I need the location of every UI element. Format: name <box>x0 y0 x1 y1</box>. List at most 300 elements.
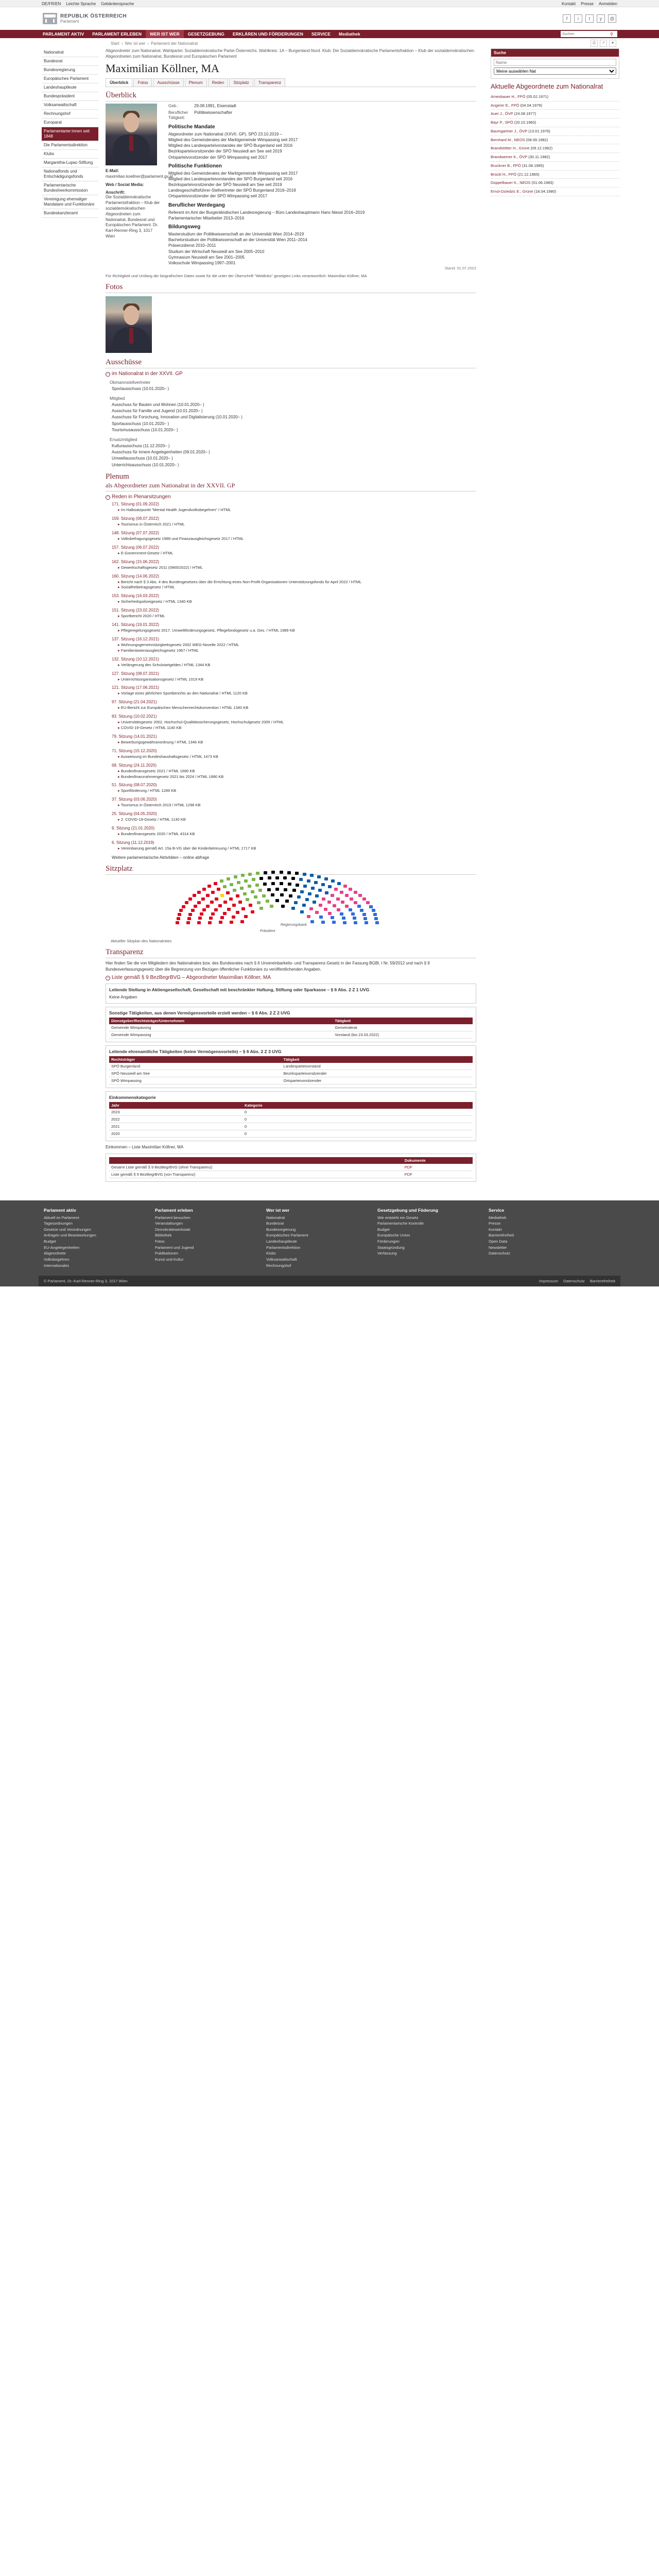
speech-session-link[interactable]: 137. Sitzung (16.12.2021) <box>112 636 160 641</box>
main-navigation <box>0 30 659 38</box>
seat-marker <box>341 901 344 904</box>
sidebar-item[interactable]: Parlamentarische Bundesheerkommission <box>42 181 98 195</box>
member-list-item[interactable] <box>491 118 619 127</box>
tab-item[interactable]: Überblick <box>106 78 132 87</box>
member-name[interactable]: Brandweiner K., ÖVP <box>491 155 528 160</box>
transparency-accordion[interactable]: − Liste gemäß § 9 BezBegrBVG – Abgeordneter Maximilian Köllner, MA <box>106 975 476 980</box>
tab-item[interactable]: Fotos <box>133 78 152 87</box>
speech-item[interactable]: ▸ Tourismus in Österreich 2021 / HTML <box>118 522 476 528</box>
seat-marker <box>202 908 206 911</box>
committee-item[interactable]: Tourismusausschuss (10.01.2020– ) <box>112 428 178 433</box>
speech-item[interactable]: ▸ EU-Bericht zur Europäischen Menschenrechtskonvention / HTML 1340 KB <box>118 705 476 711</box>
footer-column <box>489 1208 592 1269</box>
sidebar-item[interactable]: Vereinigung ehemaliger Mandatare und Funktionäre <box>42 195 98 209</box>
member-name[interactable]: Ernst-Dziedzic E., Grüne <box>491 189 533 194</box>
table-cell[interactable]: PDF <box>403 1171 473 1178</box>
speech-item[interactable]: ▸ Vorlage eines jährlichen Sportberichts an den Nationalrat / HTML 1120 KB <box>118 691 476 697</box>
member-search-input[interactable] <box>494 59 616 66</box>
footer-link[interactable]: Rechnungshof <box>266 1263 291 1268</box>
speech-item[interactable]: ▸ Tourismus in Österreich 2019 / HTML 1298 KB <box>118 803 476 808</box>
footer-link[interactable]: Newsletter <box>489 1245 507 1250</box>
footer-link[interactable]: Fotos <box>155 1239 165 1244</box>
speech-item[interactable]: ▸ Bericht nach § 3 Abs. 4 des Bundesgesetzes über die Errichtung eines Non-Profit-Organisationen Unterstützungsfonds für April 2022 / HTML <box>118 580 476 585</box>
speech-session-link[interactable]: 25. Sitzung (04.05.2020) <box>112 811 157 817</box>
speech-item[interactable]: ▸ E-Government-Gesetz / HTML <box>118 551 476 556</box>
seat-marker <box>310 874 314 877</box>
member-meta: (05.02.1971) <box>526 94 549 99</box>
member-list-item[interactable] <box>491 110 619 118</box>
committee-item[interactable]: Ausschuss für Bauten und Wohnen (10.01.2020– ) <box>112 402 204 407</box>
member-photo-gallery[interactable] <box>106 296 152 353</box>
nav-erklaeren[interactable]: ERKLÄREN UND FÖRDERUNGEN <box>232 31 303 37</box>
footer-link[interactable]: Aktuell im Parlament <box>44 1215 79 1220</box>
seat-marker <box>374 917 378 920</box>
profile-section <box>106 104 476 266</box>
speech-session-link[interactable]: 132. Sitzung (10.12.2021) <box>112 656 160 662</box>
seat-marker <box>343 921 346 924</box>
profile-line: Parlamentarischer Mitarbeiter 2013–2016 <box>168 215 245 221</box>
footer-link[interactable]: Wie entsteht ein Gesetz <box>377 1215 419 1220</box>
seat-marker <box>315 894 319 897</box>
footer-accessibility-link[interactable]: Barrierefreiheit <box>589 1279 615 1284</box>
nav-gesetzgebung[interactable]: GESETZGEBUNG <box>187 31 224 37</box>
tab-item[interactable]: Transparenz <box>254 78 286 87</box>
member-list-item[interactable] <box>491 127 619 136</box>
speech-session-link[interactable]: 141. Sitzung (19.01.2022) <box>112 622 160 628</box>
speech-session-link[interactable]: 121. Sitzung (17.06.2021) <box>112 685 160 690</box>
footer-link[interactable]: Verfassung <box>377 1251 397 1256</box>
seat-marker <box>244 879 248 883</box>
sidebar-item[interactable]: Landeshauptleute <box>42 83 98 92</box>
seat-marker <box>340 912 343 916</box>
seat-marker <box>211 891 215 894</box>
footer-column <box>266 1208 369 1269</box>
tab-item[interactable]: Reden <box>208 78 229 87</box>
seat-marker <box>349 888 352 891</box>
seat-marker <box>202 888 206 891</box>
speech-session-link[interactable]: 148. Sitzung (07.07.2022) <box>112 530 160 535</box>
sidebar-item[interactable]: Bundeskanzleramt <box>42 209 98 218</box>
sidebar-item[interactable]: Volksanwaltschaft <box>42 101 98 110</box>
facebook-icon[interactable]: f <box>563 14 571 23</box>
footer-link[interactable]: Bundesregierung <box>266 1227 296 1232</box>
youtube-icon[interactable]: y <box>597 14 605 23</box>
transparency-heading: Transparenz <box>106 948 476 958</box>
footer-link[interactable]: Bibliothek <box>155 1233 172 1238</box>
sidebar-item[interactable]: Klubs <box>42 150 98 159</box>
footer-link[interactable]: Parlament und Jugend <box>155 1245 194 1250</box>
member-list-item[interactable] <box>491 101 619 110</box>
speech-session-link[interactable]: 37. Sitzung (03.06.2020) <box>112 797 157 802</box>
seat-marker <box>354 891 357 894</box>
seat-marker <box>234 875 237 878</box>
sidebar-item[interactable]: Europäisches Parlament <box>42 75 98 83</box>
top-utility-bar <box>0 0 659 7</box>
speech-item[interactable]: ▸ Familienlastenausgleichsgesetz 1967 / HTML <box>118 648 476 654</box>
speech-item[interactable]: ▸ Volksbefragungsgesetz 1989 und Finanzausgleichsgesetz 2017 / HTML <box>118 536 476 542</box>
speech-item[interactable]: ▸ Bundesfinanzrahmengesetz 2021 bis 2024 / HTML 1890 KB <box>118 774 476 780</box>
seat-marker <box>294 901 298 904</box>
transparency-docs-box <box>106 1154 476 1182</box>
speech-item[interactable]: ▸ Sicherheitspolizeigesetz / HTML 1340 KB <box>118 599 476 605</box>
seat-marker <box>240 920 244 923</box>
table-row <box>109 1123 473 1130</box>
seat-marker <box>266 900 269 903</box>
overview-heading: Überblick <box>106 91 476 101</box>
seat-marker <box>197 901 201 904</box>
footer-link[interactable]: Parlamentsdirektion <box>266 1245 301 1250</box>
footer-link[interactable]: Volksbegehren <box>44 1257 70 1262</box>
seat-marker <box>256 872 259 875</box>
footer-link[interactable]: Nationalrat <box>266 1215 285 1220</box>
member-list-item[interactable] <box>491 171 619 179</box>
table-cell[interactable]: Liste gemäß § 9 BezBegrBVG (von Transparenz) <box>109 1171 403 1178</box>
tab-item[interactable]: Plenum <box>185 78 207 87</box>
footer-link[interactable]: Bundesrat <box>266 1221 284 1226</box>
footer-link[interactable]: Europäisches Parlament <box>266 1233 308 1238</box>
nav-wer-ist-wer[interactable]: WER IST WER <box>146 30 184 38</box>
table-cell[interactable]: PDF <box>403 1164 473 1171</box>
member-photo <box>106 104 157 165</box>
footer-link[interactable]: Förderungen <box>377 1239 400 1244</box>
plenum-heading: Plenum als Abgeordneter zum Nationalrat in der XXVII. GP <box>106 472 476 492</box>
sidebar-item[interactable]: Bundespräsident <box>42 92 98 101</box>
seat-marker <box>178 913 181 916</box>
twitter-icon[interactable]: t <box>585 14 594 23</box>
footer-link[interactable]: Tagesordnungen <box>44 1221 73 1226</box>
speech-item[interactable]: ▸ Wohnungsgemeinnützigkeitsgesetz 2002 WEG-Novelle 2022 / HTML <box>118 642 476 648</box>
seat-marker <box>311 887 315 890</box>
footer-link[interactable]: Mediathek <box>489 1215 507 1220</box>
profile-line: Ortsparteivorsitzender der SPÖ Wimpassing seit 2017 <box>168 155 268 160</box>
speech-session-link[interactable]: 68. Sitzung (24.11.2020) <box>112 762 157 768</box>
member-name[interactable]: Bruckner B., FPÖ <box>491 163 521 168</box>
seat-marker <box>262 894 266 897</box>
income-box: Einkommenskategorie Jahr Kategorie 2023 0 2022 0 2021 0 2020 0 <box>106 1091 476 1141</box>
member-list-item[interactable] <box>491 188 619 196</box>
committee-item[interactable]: Umweltausschuss (10.01.2020– ) <box>112 456 173 461</box>
speech-entry <box>112 734 476 745</box>
seat-marker <box>314 881 318 884</box>
committee-item[interactable]: Ausschuss für Forschung, Innovation und Digitalisierung (10.01.2020– ) <box>112 415 242 420</box>
table-cell: Gemeinde Wimpassing <box>109 1031 333 1039</box>
seat-marker <box>351 912 355 916</box>
member-name[interactable]: Angerer E., FPÖ <box>491 103 519 108</box>
mail-icon[interactable]: @ <box>608 14 616 23</box>
committee-item[interactable]: Sportausschuss (10.01.2020– ) <box>112 421 169 426</box>
table-header: Dokumente <box>403 1157 473 1164</box>
page-title: Maximilian Köllner, MA <box>106 61 219 75</box>
footer-link[interactable]: Datenschutz <box>489 1251 510 1256</box>
sidebar-item[interactable]: Bundesrat <box>42 57 98 66</box>
committee-list <box>112 443 476 469</box>
seat-marker <box>236 894 239 897</box>
speech-session-link[interactable]: 83. Sitzung (10.02.2021) <box>112 714 157 719</box>
speech-session-link[interactable]: 97. Sitzung (21.04.2021) <box>112 700 157 705</box>
birth-value: 29.08.1991, Eisenstadt <box>194 103 236 108</box>
speech-item[interactable]: ▸ Bundesfinanzgesetz 2021 / HTML 1690 KB <box>118 769 476 774</box>
nav-mediathek[interactable]: Mediathek <box>339 31 360 37</box>
sidebar-item[interactable]: Die Parlamentsdirektion <box>42 141 98 150</box>
footer-privacy-link[interactable]: Datenschutz <box>563 1279 585 1284</box>
member-name[interactable]: Bernhard M., NEOS <box>491 137 525 142</box>
footer-link[interactable]: Klubs <box>266 1251 276 1256</box>
seat-marker <box>328 885 332 888</box>
member-name[interactable]: Bayr P., SPÖ <box>491 120 513 125</box>
table-header: Tätigkeit <box>282 1056 473 1063</box>
table-cell: 0 <box>242 1123 473 1130</box>
seat-marker <box>318 889 322 892</box>
footer-link[interactable]: Budget <box>377 1227 390 1232</box>
speech-session-link[interactable]: 71. Sitzung (15.12.2020) <box>112 748 157 753</box>
table-cell: Vorstand (bis 23.03.2022) <box>333 1031 473 1039</box>
speech-entry <box>112 608 476 619</box>
seat-marker <box>324 908 327 911</box>
tab-item[interactable]: Sitzplatz <box>229 78 253 87</box>
sidebar-item[interactable]: Bundesregierung <box>42 66 98 75</box>
other-activities-table <box>109 1018 473 1039</box>
speech-item[interactable]: ▸ Bewerbungsgewähranordnung / HTML 1346 KB <box>118 740 476 745</box>
seat-marker <box>325 891 328 894</box>
seat-marker <box>333 904 336 907</box>
seat-marker <box>321 921 325 924</box>
honorary-box: Leitende ehrenamtliche Tätigkeiten (keine Vermögensvorteile) – § 6 Abs. 2 Z 3 UVG Rechtsträger Tätigkeit SPÖ Burgenland Landesparteivorstand SPÖ Neusiedl am See Bezirksparteivorsitzender SPÖ Wimpassing Ortsparteivorsitzender <box>106 1045 476 1088</box>
speech-item[interactable]: ▸ Ausweisung im Bundeshaushaltsgesetz / HTML 1473 KB <box>118 754 476 760</box>
seat-marker <box>210 901 214 904</box>
nav-service[interactable]: SERVICE <box>311 31 331 37</box>
print-icon[interactable]: ⎙ <box>591 40 598 47</box>
seat-marker <box>331 879 335 883</box>
lang-link[interactable]: DE/FR/EN <box>42 1 61 6</box>
speech-session-link[interactable]: 51. Sitzung (08.07.2020) <box>112 783 157 788</box>
member-list-item[interactable] <box>491 179 619 188</box>
table-cell[interactable]: Gesamt Liste gemäß § 9 BezBegrBVG (ohne Transparenz) <box>109 1164 403 1171</box>
breadcrumb-item[interactable]: Start <box>111 41 119 46</box>
footer-link[interactable]: Demokratiewerkstatt <box>155 1227 190 1232</box>
tab-item[interactable]: Ausschüsse <box>153 78 183 87</box>
sidebar-item[interactable]: Europarat <box>42 118 98 127</box>
seat-marker <box>238 901 242 904</box>
seat-marker <box>366 901 370 904</box>
seat-marker <box>230 921 233 924</box>
speech-session-link[interactable]: 151. Sitzung (23.02.2022) <box>112 608 160 613</box>
member-list-item[interactable] <box>491 93 619 101</box>
speech-entry <box>112 657 476 668</box>
breadcrumb-item[interactable]: Parlament der Nationalrat <box>151 41 198 46</box>
table-cell: Gemeinderat <box>333 1024 473 1031</box>
seat-marker <box>248 885 251 888</box>
footer-link[interactable]: Anfragen und Beantwortungen <box>44 1233 96 1238</box>
current-members-title: Aktuelle Abgeordnete zum Nationalrat <box>491 82 603 90</box>
member-name[interactable]: Brückl H., FPÖ <box>491 172 517 177</box>
footer-link[interactable]: Parlamentarische Kontrolle <box>377 1221 424 1226</box>
footer-column <box>44 1208 147 1269</box>
seat-marker <box>332 921 336 924</box>
seat-marker <box>244 915 248 918</box>
seat-marker <box>197 921 201 924</box>
member-meta: (04.04.1979) <box>520 103 543 108</box>
member-name[interactable]: Doppelbauer K., NEOS <box>491 180 531 185</box>
parliament-logo[interactable] <box>43 13 127 24</box>
current-members-list <box>491 93 619 196</box>
member-select[interactable] <box>494 67 616 75</box>
footer-link[interactable]: Kunst und Kultur <box>155 1257 184 1262</box>
speech-entry <box>112 763 476 780</box>
footer-link[interactable]: Parlament besuchen <box>155 1215 190 1220</box>
seat-marker <box>246 898 249 901</box>
own-seat-marker <box>220 894 224 897</box>
speech-item[interactable]: ▸ Im Halbsatzpunkt "Mental Health Jugendvolksbegehren" / HTML <box>118 507 476 513</box>
footer-link[interactable]: Presse <box>489 1221 501 1226</box>
speech-session-link[interactable]: 162. Sitzung (15.06.2022) <box>112 559 160 564</box>
speech-session-link[interactable]: 157. Sitzung (06.07.2022) <box>112 545 160 550</box>
header-search <box>561 31 617 37</box>
member-list-item[interactable] <box>491 136 619 145</box>
speech-item[interactable]: ▸ COVID-19-Gesetz / HTML 1140 KB <box>118 725 476 731</box>
instagram-icon[interactable]: i <box>574 14 582 23</box>
speech-session-link[interactable]: 159. Sitzung (08.07.2022) <box>112 516 160 521</box>
email-link[interactable]: maximilian.koellner@parlament.gv.at <box>106 174 173 179</box>
footer-link[interactable]: Europäische Union <box>377 1233 410 1238</box>
sign-language-link[interactable]: Gebärdensprache <box>101 1 134 6</box>
seat-marker <box>214 908 218 911</box>
member-search-head: Suche <box>491 49 619 57</box>
speech-item[interactable]: ▸ Pflegeregelungsgesetz 2017, Umweltförderungsgesetz, Pflegefondsgesetz u.a. Ges. / HTML 1989 KB <box>118 628 476 634</box>
seat-marker <box>270 905 273 908</box>
seat-marker <box>263 883 267 886</box>
sidebar-item[interactable]: Nationalrat <box>42 48 98 57</box>
speech-item[interactable]: ▸ Gewerkschaftsgesetz 2011 (0965/2022) / HTML <box>118 565 476 571</box>
member-name[interactable]: Brandstötter H., Grüne <box>491 146 530 151</box>
breadcrumb-item[interactable]: Wer ist wer <box>125 41 146 46</box>
footer-link[interactable]: Veranstaltungen <box>155 1221 183 1226</box>
seat-marker <box>287 871 291 874</box>
speech-item[interactable]: ▸ Bundesfinanzgesetz 2020 / HTML 4314 KB <box>118 832 476 837</box>
profile-line: Präsenzdienst 2010–2011 <box>168 243 216 248</box>
seat-marker <box>200 912 203 916</box>
seat-marker <box>193 894 196 897</box>
footer-link[interactable]: Kontakt <box>489 1227 502 1232</box>
seat-marker <box>280 882 283 885</box>
table-row <box>109 1024 473 1031</box>
mandates-heading: Politische Mandate <box>168 124 215 130</box>
seat-marker <box>345 905 349 908</box>
press-link[interactable]: Presse <box>581 1 594 6</box>
share-icon[interactable]: ↗ <box>600 40 607 47</box>
speech-session-link[interactable]: 79. Sitzung (14.01.2021) <box>112 734 157 739</box>
committee-item[interactable]: Sportausschuss (10.01.2020– ) <box>112 386 169 392</box>
speech-session-link[interactable]: 127. Sitzung (08.07.2021) <box>112 671 160 676</box>
speech-item[interactable]: ▸ Verlängerung des Schulstartgeldes / HTML 1344 KB <box>118 663 476 668</box>
committee-item[interactable]: Ausschuss für innere Angelegenheiten (09.01.2020– ) <box>112 450 210 454</box>
speech-item[interactable]: ▸ Unterrichtsorganisationsgesetz / HTML 1019 KB <box>118 677 476 683</box>
profile-line: Mitglied des Landesparteivorstandes der SPÖ Burgenland seit 2016 <box>168 176 293 181</box>
seat-marker <box>223 885 227 888</box>
seat-marker <box>219 921 222 924</box>
footer-link[interactable]: Volksanwaltschaft <box>266 1257 297 1262</box>
bookmark-icon[interactable]: ★ <box>609 40 616 47</box>
member-search-box <box>491 48 619 79</box>
footer-link[interactable]: Landeshauptleute <box>266 1239 297 1244</box>
footer-link[interactable]: Abgeordnete <box>44 1251 66 1256</box>
member-name[interactable]: Amesbauer H., FPÖ <box>491 94 526 99</box>
minus-icon: − <box>106 495 110 500</box>
committee-item[interactable]: Ausschuss für Familie und Jugend (10.01.2020– ) <box>112 409 203 414</box>
speech-item[interactable]: ▸ Vereinbarung gemäß Art. 15a B-VG über die Kinderbetreuung / HTML 1717 KB <box>118 846 476 852</box>
footer-link[interactable]: Barrierefreiheit <box>489 1233 514 1238</box>
seat-marker <box>267 888 271 891</box>
speech-item[interactable]: ▸ Sportförderung / HTML 1289 KB <box>118 788 476 794</box>
speech-item[interactable]: ▸ Sozialfreibetragsgesetz / HTML <box>118 585 476 590</box>
speech-entry <box>112 797 476 808</box>
member-name[interactable]: Baumgartner J., ÖVP <box>491 128 528 133</box>
speech-item[interactable]: ▸ Sportbericht 2020 / HTML <box>118 614 476 619</box>
speeches-accordion[interactable]: − Reden in Plenarsitzungen <box>106 494 476 500</box>
sidebar-item[interactable]: Rechnungshof <box>42 110 98 118</box>
seat-plan <box>106 879 476 936</box>
footer-link[interactable]: Budget <box>44 1239 56 1244</box>
footer-link[interactable]: EU-Angelegenheiten <box>44 1245 80 1250</box>
speech-item[interactable]: ▸ Universitätsgesetz 2002, Hochschul-Qualitätssicherungsgesetz, Hochschulgesetz 2005 / HTML <box>118 720 476 725</box>
nav-parlament-erleben[interactable]: PARLAMENT ERLEBEN <box>92 31 142 37</box>
committees-accordion[interactable]: − im Nationalrat in der XXVII. GP <box>106 371 476 377</box>
footer-link[interactable]: Internationales <box>44 1263 70 1268</box>
member-list-item[interactable] <box>491 144 619 153</box>
committee-item[interactable]: Unterrichtsausschuss (10.01.2020– ) <box>112 462 179 467</box>
easy-language-link[interactable]: Leichte Sprache <box>66 1 96 6</box>
income-list-link[interactable]: Einkommen – Liste Maximilian Köllner, MA <box>106 1145 184 1150</box>
login-link[interactable]: Anmelden <box>598 1 617 6</box>
breadcrumb: Start › Wer ist wer › Parlament der Nationalrat ⎙ ↗ ★ <box>39 38 620 48</box>
speech-entry <box>112 749 476 760</box>
speech-entry <box>112 594 476 605</box>
more-activities-link[interactable]: Weitere parlamentarische Aktivitäten – online abfrage <box>112 855 210 860</box>
footer-link[interactable]: Gesetze und Verordnungen <box>44 1227 91 1232</box>
speech-session-link[interactable]: 160. Sitzung (14.06.2022) <box>112 573 160 579</box>
member-list-item[interactable] <box>491 153 619 162</box>
seat-marker <box>354 921 357 924</box>
speech-item[interactable]: ▸ 2. COVID-19-Gesetz / HTML 1130 KB <box>118 817 476 823</box>
footer-link[interactable]: Open Data <box>489 1239 508 1244</box>
member-list-item[interactable] <box>491 162 619 171</box>
seat-marker <box>249 904 252 907</box>
member-name[interactable]: Auer J., ÖVP <box>491 111 513 116</box>
contact-link[interactable]: Kontakt <box>561 1 576 6</box>
nav-parlament-aktiv[interactable]: PARLAMENT AKTIV <box>43 31 84 37</box>
footer-column-heading: Parlament erleben <box>155 1207 193 1213</box>
job-label: Beruflicher Tätigkeit: <box>168 110 188 121</box>
committee-item[interactable]: Kulturausschuss (11.12.2020– ) <box>112 443 170 448</box>
search-input[interactable] <box>561 31 610 37</box>
seat-marker <box>307 879 310 883</box>
footer-link[interactable]: Publikationen <box>155 1251 179 1256</box>
seat-plan-link[interactable]: Aktueller Sitzplan des Nationalrates <box>111 938 172 943</box>
footer-imprint-link[interactable]: Impressum <box>539 1279 559 1284</box>
sidebar-item[interactable]: Nationalfonds und Entschädigungsfonds <box>42 167 98 181</box>
seat-marker <box>237 881 240 884</box>
seat-marker <box>185 901 188 904</box>
footer-link[interactable]: Staatsgründung <box>377 1245 405 1250</box>
speech-session-link[interactable]: 171. Sitzung (01.09.2022) <box>112 502 160 507</box>
speech-session-link[interactable]: 9. Sitzung (21.01.2020) <box>112 826 155 831</box>
table-header: Dienstgeber/Rechtsträger/Unternehmen <box>109 1018 333 1024</box>
sidebar-item[interactable]: Margaretha-Lupac-Stiftung <box>42 159 98 167</box>
speech-entry <box>112 826 476 837</box>
speech-session-link[interactable]: 6. Sitzung (11.12.2019) <box>112 840 154 845</box>
sidebar-item[interactable]: Parlamentarier:innen seit 1848 <box>42 127 98 141</box>
speech-session-link[interactable]: 153. Sitzung (16.03.2022) <box>112 594 160 599</box>
search-icon[interactable]: ⚲ <box>610 31 613 37</box>
